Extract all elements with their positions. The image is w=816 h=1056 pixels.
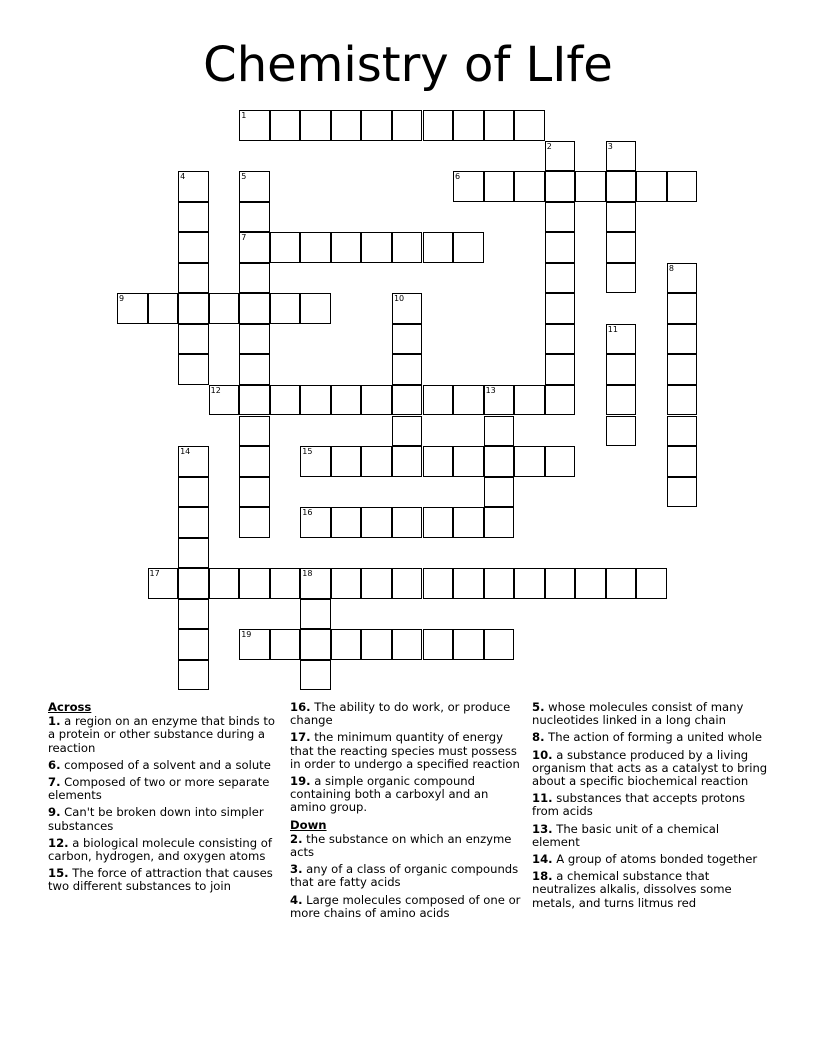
grid-cell[interactable] xyxy=(361,629,392,660)
grid-cell[interactable] xyxy=(514,446,545,477)
grid-cell[interactable] xyxy=(514,568,545,599)
clue-number: 16. xyxy=(290,700,311,714)
clue-item xyxy=(48,867,280,893)
grid-cell[interactable] xyxy=(606,263,637,294)
grid-cell[interactable] xyxy=(392,324,423,355)
clue-number: 13. xyxy=(532,821,553,836)
clue-number: 6. xyxy=(48,757,61,772)
grid-cell[interactable] xyxy=(392,568,423,599)
grid-cell[interactable] xyxy=(606,354,637,385)
clue-item xyxy=(290,833,526,859)
grid-cell[interactable] xyxy=(178,232,209,263)
cell-number: 7 xyxy=(241,233,247,243)
clue-number: 12. xyxy=(48,835,69,850)
clue-number: 18. xyxy=(532,869,553,884)
grid-cell[interactable] xyxy=(392,507,423,538)
grid-cell[interactable] xyxy=(484,477,515,508)
grid-cell[interactable] xyxy=(423,110,454,141)
grid-cell[interactable] xyxy=(270,568,301,599)
clue-text: whose molecules consist of many nucleotides linked in a long chain xyxy=(532,700,744,728)
clue-text: a chemical substance that neutralizes alkalis, dissolves some metals, and turns litmus red xyxy=(532,869,732,910)
clue-item xyxy=(532,853,770,866)
cell-number: 3 xyxy=(607,141,613,151)
grid-cell[interactable] xyxy=(178,507,209,538)
grid-cell[interactable] xyxy=(300,385,331,416)
clue-text: a simple organic compound containing both a carboxyl and an amino group. xyxy=(290,774,489,815)
grid-cell[interactable] xyxy=(148,568,179,599)
grid-cell[interactable] xyxy=(667,385,698,416)
cell-number: 18 xyxy=(302,569,313,579)
grid-cell[interactable] xyxy=(239,171,270,202)
clue-item xyxy=(532,870,770,910)
grid-cell[interactable] xyxy=(300,293,331,324)
clue-item xyxy=(290,863,526,889)
clue-number: 2. xyxy=(290,831,303,846)
grid-cell[interactable] xyxy=(423,629,454,660)
grid-cell[interactable] xyxy=(667,293,698,324)
grid-cell[interactable] xyxy=(178,324,209,355)
grid-cell[interactable] xyxy=(239,477,270,508)
clue-text: substances that accepts protons from acids xyxy=(532,791,746,819)
grid-cell[interactable] xyxy=(361,232,392,263)
grid-cell[interactable] xyxy=(239,507,270,538)
grid-cell[interactable] xyxy=(667,263,698,294)
grid-cell[interactable] xyxy=(545,232,576,263)
cell-number: 4 xyxy=(180,172,186,182)
grid-cell[interactable] xyxy=(178,599,209,630)
grid-cell[interactable] xyxy=(423,507,454,538)
clue-number: 8. xyxy=(532,730,545,745)
cell-number: 11 xyxy=(607,324,618,334)
clue-number: 11. xyxy=(532,791,553,806)
grid-cell[interactable] xyxy=(453,110,484,141)
grid-cell[interactable] xyxy=(178,171,209,202)
clue-item xyxy=(48,806,280,832)
grid-cell[interactable] xyxy=(239,385,270,416)
cell-number: 5 xyxy=(241,172,247,182)
grid-cell[interactable] xyxy=(178,202,209,233)
grid-cell[interactable] xyxy=(392,385,423,416)
grid-cell[interactable] xyxy=(484,385,515,416)
clue-item xyxy=(48,715,280,755)
clue-number: 7. xyxy=(48,775,61,790)
grid-cell[interactable] xyxy=(178,660,209,691)
clue-item xyxy=(532,701,770,727)
grid-cell[interactable] xyxy=(453,446,484,477)
clue-item xyxy=(48,776,280,802)
clue-text: any of a class of organic compounds that are fatty acids xyxy=(290,862,519,890)
grid-cell[interactable] xyxy=(331,110,362,141)
clue-number: 19. xyxy=(290,774,311,789)
grid-cell[interactable] xyxy=(392,416,423,447)
clue-number: 3. xyxy=(290,862,303,877)
cell-number: 15 xyxy=(302,447,313,457)
grid-cell[interactable] xyxy=(239,629,270,660)
grid-cell[interactable] xyxy=(484,171,515,202)
grid-cell[interactable] xyxy=(178,446,209,477)
grid-cell[interactable] xyxy=(545,324,576,355)
grid-cell[interactable] xyxy=(667,446,698,477)
grid-cell[interactable] xyxy=(667,416,698,447)
clue-text: The basic unit of a chemical element xyxy=(532,821,720,849)
grid-cell[interactable] xyxy=(178,477,209,508)
grid-cell[interactable] xyxy=(667,477,698,508)
grid-cell[interactable] xyxy=(331,507,362,538)
cell-number: 16 xyxy=(302,508,313,518)
grid-cell[interactable] xyxy=(545,446,576,477)
grid-cell[interactable] xyxy=(239,446,270,477)
grid-cell[interactable] xyxy=(606,324,637,355)
grid-cell[interactable] xyxy=(270,232,301,263)
clue-item xyxy=(290,701,526,727)
grid-cell[interactable] xyxy=(361,110,392,141)
grid-cell[interactable] xyxy=(453,507,484,538)
clue-text: a region on an enzyme that binds to a protein or other substance during a reaction xyxy=(48,714,275,755)
grid-cell[interactable] xyxy=(117,293,148,324)
grid-cell[interactable] xyxy=(239,354,270,385)
grid-cell[interactable] xyxy=(178,354,209,385)
cell-number: 2 xyxy=(546,141,552,151)
grid-cell[interactable] xyxy=(148,293,179,324)
grid-cell[interactable] xyxy=(423,446,454,477)
clue-number: 1. xyxy=(48,714,61,729)
grid-cell[interactable] xyxy=(300,507,331,538)
grid-cell[interactable] xyxy=(667,171,698,202)
grid-cell[interactable] xyxy=(484,507,515,538)
clue-item xyxy=(532,823,770,849)
clue-number: 15. xyxy=(48,866,69,881)
grid-cell[interactable] xyxy=(453,385,484,416)
grid-cell[interactable] xyxy=(300,660,331,691)
grid-cell[interactable] xyxy=(423,232,454,263)
clue-column-2 xyxy=(290,701,526,924)
grid-cell[interactable] xyxy=(300,232,331,263)
clue-text: The action of forming a united whole xyxy=(544,730,763,745)
grid-cell[interactable] xyxy=(606,232,637,263)
across-heading: Across xyxy=(48,700,92,714)
grid-cell[interactable] xyxy=(636,171,667,202)
grid-cell[interactable] xyxy=(361,385,392,416)
grid-cell[interactable] xyxy=(484,446,515,477)
cell-number: 9 xyxy=(119,294,125,304)
clue-text: Composed of two or more separate elements xyxy=(48,775,270,803)
grid-cell[interactable] xyxy=(300,446,331,477)
grid-cell[interactable] xyxy=(331,629,362,660)
clue-number: 9. xyxy=(48,805,61,820)
clue-item xyxy=(532,792,770,818)
grid-cell[interactable] xyxy=(545,385,576,416)
grid-cell[interactable] xyxy=(606,202,637,233)
clue-item xyxy=(290,775,526,815)
grid-cell[interactable] xyxy=(361,446,392,477)
grid-cell[interactable] xyxy=(545,171,576,202)
clue-number: 14. xyxy=(532,852,553,867)
grid-cell[interactable] xyxy=(575,568,606,599)
grid-cell[interactable] xyxy=(484,110,515,141)
cell-number: 10 xyxy=(393,294,405,304)
clue-item xyxy=(532,749,770,789)
grid-cell[interactable] xyxy=(239,416,270,447)
grid-cell[interactable] xyxy=(239,568,270,599)
grid-cell[interactable] xyxy=(392,232,423,263)
clue-text: The force of attraction that causes two different substances to join xyxy=(48,866,273,894)
clue-number: 4. xyxy=(290,892,303,907)
grid-cell[interactable] xyxy=(606,416,637,447)
clue-number: 5. xyxy=(532,700,545,714)
grid-cell[interactable] xyxy=(392,293,423,324)
grid-cell[interactable] xyxy=(545,354,576,385)
clue-text: composed of a solvent and a solute xyxy=(60,757,271,772)
grid-cell[interactable] xyxy=(545,293,576,324)
grid-cell[interactable] xyxy=(392,110,423,141)
grid-cell[interactable] xyxy=(453,568,484,599)
grid-cell[interactable] xyxy=(300,599,331,630)
grid-cell[interactable] xyxy=(514,171,545,202)
grid-cell[interactable] xyxy=(270,293,301,324)
grid-cell[interactable] xyxy=(423,568,454,599)
grid-cell[interactable] xyxy=(575,171,606,202)
clue-text: a biological molecule consisting of carbon, hydrogen, and oxygen atoms xyxy=(48,835,272,864)
grid-cell[interactable] xyxy=(209,385,240,416)
grid-cell[interactable] xyxy=(270,110,301,141)
clue-text: the minimum quantity of energy that the reacting species must possess in order to undergo a specified reaction xyxy=(290,730,520,771)
cell-number: 12 xyxy=(210,385,221,395)
grid-cell[interactable] xyxy=(606,568,637,599)
grid-cell[interactable] xyxy=(392,629,423,660)
clue-item xyxy=(290,731,526,771)
grid-cell[interactable] xyxy=(361,568,392,599)
clue-text: A group of atoms bonded together xyxy=(552,852,758,867)
grid-cell[interactable] xyxy=(239,293,270,324)
cell-number: 6 xyxy=(455,172,461,182)
grid-cell[interactable] xyxy=(178,568,209,599)
grid-cell[interactable] xyxy=(178,629,209,660)
grid-cell[interactable] xyxy=(606,385,637,416)
grid-cell[interactable] xyxy=(361,507,392,538)
cell-number: 13 xyxy=(485,385,496,395)
clue-number: 17. xyxy=(290,730,311,745)
clue-text: a substance produced by a living organism that acts as a catalyst to bring about a specific biochemical reaction xyxy=(532,747,768,789)
grid-cell[interactable] xyxy=(453,232,484,263)
grid-cell[interactable] xyxy=(484,416,515,447)
grid-cell[interactable] xyxy=(300,110,331,141)
clue-item xyxy=(48,837,280,863)
grid-cell[interactable] xyxy=(545,568,576,599)
cell-number: 8 xyxy=(668,263,674,273)
grid-cell[interactable] xyxy=(667,324,698,355)
grid-cell[interactable] xyxy=(423,385,454,416)
grid-cell[interactable] xyxy=(606,171,637,202)
grid-cell[interactable] xyxy=(178,538,209,569)
grid-cell[interactable] xyxy=(514,110,545,141)
grid-cell[interactable] xyxy=(514,385,545,416)
clue-text: Large molecules composed of one or more chains of amino acids xyxy=(290,892,521,920)
grid-cell[interactable] xyxy=(300,629,331,660)
grid-cell[interactable] xyxy=(239,324,270,355)
cell-number: 1 xyxy=(241,111,247,120)
grid-cell[interactable] xyxy=(239,263,270,294)
grid-cell[interactable] xyxy=(392,446,423,477)
grid-cell[interactable] xyxy=(331,446,362,477)
grid-cell[interactable] xyxy=(545,202,576,233)
clue-item xyxy=(290,894,526,920)
down-heading: Down xyxy=(290,817,327,832)
grid-cell[interactable] xyxy=(606,141,637,172)
grid-cell[interactable] xyxy=(331,232,362,263)
grid-cell[interactable] xyxy=(636,568,667,599)
grid-cell[interactable] xyxy=(209,293,240,324)
cell-number: 17 xyxy=(149,569,160,579)
grid-cell[interactable] xyxy=(178,293,209,324)
grid-cell[interactable] xyxy=(300,568,331,599)
grid-cell[interactable] xyxy=(545,263,576,294)
page-title: Chemistry of LIfe xyxy=(203,37,613,93)
grid-cell[interactable] xyxy=(209,568,240,599)
clue-column-1 xyxy=(48,701,280,898)
grid-cell[interactable] xyxy=(239,232,270,263)
grid-cell[interactable] xyxy=(667,354,698,385)
grid-cell[interactable] xyxy=(270,629,301,660)
grid-cell[interactable] xyxy=(484,568,515,599)
grid-cell[interactable] xyxy=(453,171,484,202)
grid-cell[interactable] xyxy=(453,629,484,660)
grid-cell[interactable] xyxy=(392,354,423,385)
grid-cell[interactable] xyxy=(331,568,362,599)
grid-cell[interactable] xyxy=(484,629,515,660)
clue-text: The ability to do work, or produce change xyxy=(290,700,511,728)
grid-cell[interactable] xyxy=(545,141,576,172)
clue-text: the substance on which an enzyme acts xyxy=(290,831,512,860)
clue-text: Can't be broken down into simpler substances xyxy=(48,805,264,833)
clue-number: 10. xyxy=(532,747,553,762)
clue-item xyxy=(532,731,770,744)
grid-cell[interactable] xyxy=(239,202,270,233)
cell-number: 14 xyxy=(180,447,191,457)
clue-item xyxy=(48,759,280,772)
clue-column-3 xyxy=(532,701,770,914)
grid-cell[interactable] xyxy=(270,385,301,416)
grid-cell[interactable] xyxy=(331,385,362,416)
grid-cell[interactable] xyxy=(239,110,270,141)
cell-number: 19 xyxy=(241,630,252,640)
grid-cell[interactable] xyxy=(178,263,209,294)
